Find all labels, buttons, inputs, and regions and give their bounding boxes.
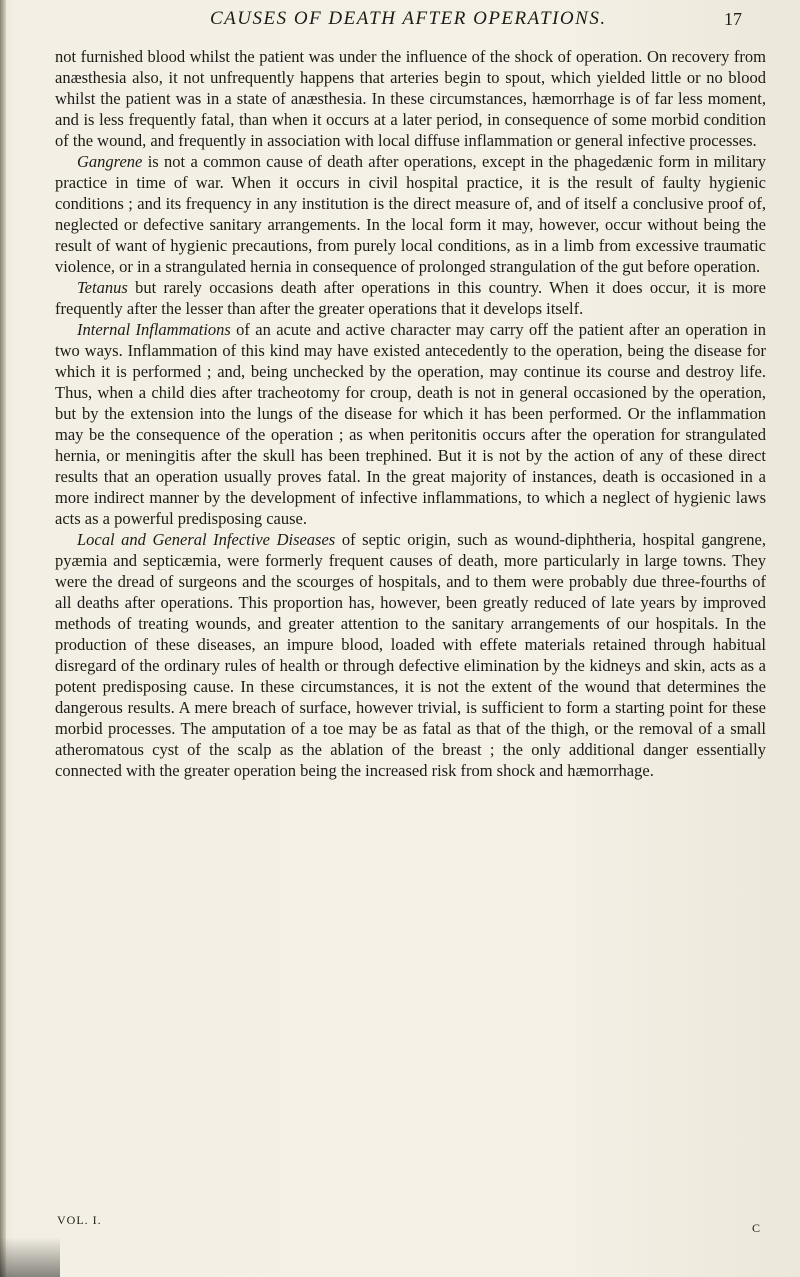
- paragraph-text: of an acute and active character may carry off the patient after an operation in two ways. Inflammation of this kind may have existed antecedently to the operation, being the disease for which it is performed ; and, being unchecked by the operation, may continue its course and destroy life. Thus, when a child dies after tracheotomy for croup, death is not in general occasioned by the operation, but by the extension into the lungs of the disease for which it has been performed. Or the inflammation may be the consequence of the operation ; as when peritonitis occurs after the operation for strangulated hernia, or meningitis after the skull has been trephined. But it is not by the action of any of these direct results that an operation usually proves fatal. In the great majority of instances, death is occasioned in a more indirect manner by the development of infective inflammations, to which a neglect of hygienic laws acts as a powerful predisposing cause.: [55, 320, 766, 528]
- paragraph: [55, 319, 766, 529]
- paragraph: [55, 46, 766, 151]
- body-text: [55, 46, 766, 781]
- paragraph-text: is not a common cause of death after operations, except in the phagedænic form in military practice in time of war. When it occurs in civil hospital practice, it is the result of faulty hygienic conditions ; and its frequency in any institution is the direct measure of, and of itself a conclusive proof of, neglected or defective sanitary arrangements. In the local form it may, however, occur without being the result of want of hygienic precautions, from purely local conditions, as in a limb from excessive traumatic violence, or in a strangulated hernia in consequence of prolonged strangulation of the gut before operation.: [55, 152, 766, 276]
- book-spine-shadow: [0, 0, 6, 1277]
- page-number: 17: [724, 9, 742, 29]
- paragraph: [55, 529, 766, 781]
- volume-label: VOL. I.: [57, 1213, 102, 1227]
- binding-shadow: [0, 1237, 60, 1277]
- signature-mark: C: [751, 1221, 760, 1235]
- page-header: [60, 8, 764, 38]
- page-footer: [57, 1213, 760, 1233]
- paragraph: [55, 151, 766, 277]
- running-title: CAUSES OF DEATH AFTER OPERATIONS.: [210, 8, 607, 29]
- paragraph-lead: Internal Inflammations: [77, 320, 231, 339]
- paragraph-text: of septic origin, such as wound-diphtheria, hospital gangrene, pyæmia and septicæmia, were formerly frequent causes of death, more particularly in large towns. They were the dread of surgeons and the scourges of hospitals, and to them were probably due three-fourths of all deaths after operations. This proportion has, however, been greatly reduced of late years by improved methods of treating wounds, and greater attention to the sanitary arrangements of our hospitals. In the production of these diseases, an impure blood, loaded with effete materials retained through habitual disregard of the ordinary rules of health or through defective elimination by the kidneys and skin, acts as a potent predisposing cause. In these circumstances, it is not the extent of the wound that determines the dangerous results. A mere breach of surface, however trivial, is sufficient to form a starting point for these morbid processes. The amputation of a toe may be as fatal as that of the thigh, or the removal of a small atheromatous cyst of the scalp as the ablation of the breast ; the only additional danger essentially connected with the greater operation being the increased risk from shock and hæmorrhage.: [55, 530, 766, 780]
- paragraph-lead: Local and General Infective Diseases: [77, 530, 336, 549]
- paragraph-lead: Gangrene: [77, 152, 143, 171]
- paragraph-text: not furnished blood whilst the patient was under the influence of the shock of operation. On recovery from anæsthesia also, it not unfrequently happens that arteries begin to spout, which yielded little or no blood whilst the patient was in a state of anæsthesia. In these circumstances, hæmorrhage is of far less moment, and is less frequently fatal, than when it occurs at a later period, in consequence of some morbid condition of the wound, and frequently in association with local diffuse inflammation or general infective processes.: [55, 47, 766, 150]
- paragraph-lead: Tetanus: [77, 278, 128, 297]
- paragraph-text: but rarely occasions death after operations in this country. When it does occur, it is more frequently after the lesser than after the greater operations that it develops itself.: [55, 278, 766, 318]
- paragraph: [55, 277, 766, 319]
